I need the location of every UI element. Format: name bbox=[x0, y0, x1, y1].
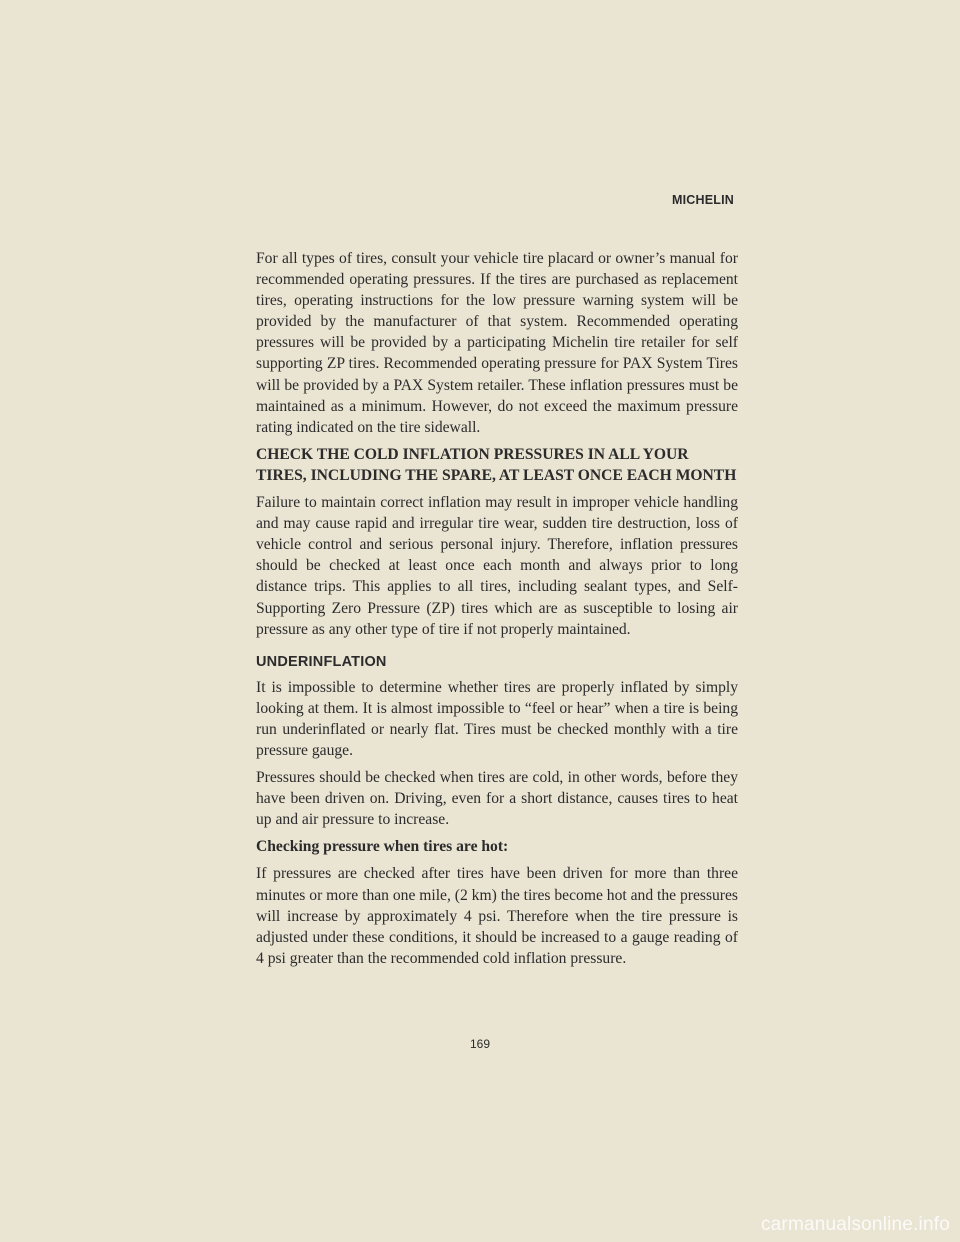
paragraph-impossible-to-determine: It is impossible to determine whether tires are properly inflated by simply looking at them. It is almost impossible to “feel or hear” when a tire is being run underinflated or nearly flat. Tires must be checked monthly with a tire pressure gauge. bbox=[256, 678, 738, 759]
bold-heading-checking-hot: Checking pressure when tires are hot: bbox=[256, 838, 509, 856]
paragraph-tire-placard: For all types of tires, consult your vehicle tire placard or owner’s manual for recommended operating pressures. If the tires are purchased as replacement tires, operating instructions for the low pressure warning system will be provided by the manufacturer of that system. Recommended operating pressures will be provided by a participating Michelin tire retailer for self supporting ZP tires. Recommended operating pressure for PAX System Tires will be provided by a PAX System retailer. These inflation pressures must be maintained as a minimum. However, do not exceed the maximum pressure rating indicated on the tire sidewall. bbox=[256, 250, 738, 436]
paragraph-failure-to-maintain: Failure to maintain correct inflation may result in improper vehicle handling and may cause rapid and irregular tire wear, sudden tire destruction, loss of vehicle control and serious personal injury. Therefore, inflation pressures should be checked at least once each month and always prior to long distance trips. This applies to all tires, including sealant types, and Self-Supporting Zero Pressure (ZP) tires which are as susceptible to losing air pressure as any other type of tire if not properly maintained. bbox=[256, 494, 738, 638]
page-number: 169 bbox=[469, 1037, 491, 1051]
watermark-link[interactable]: carmanualsonline.info bbox=[760, 1214, 950, 1235]
section-heading-underinflation: UNDERINFLATION bbox=[256, 653, 387, 670]
running-head: MICHELIN bbox=[671, 193, 734, 207]
paragraph-hot-tires: If pressures are checked after tires have been driven for more than three minutes or more than one mile, (2 km) the tires become hot and the pressures will increase by approximately 4 psi. Therefore when the tire pressure is adjusted under these conditions, it should be increased to a gauge reading of 4 psi greater than the recommended cold inflation pressure. bbox=[256, 865, 738, 967]
bold-heading-check-cold-pressures: CHECK THE COLD INFLATION PRESSURES IN ALL YOUR TIRES, INCLUDING THE SPARE, AT LEAST ONCE EACH MONTH bbox=[256, 445, 737, 484]
paragraph-check-when-cold: Pressures should be checked when tires are cold, in other words, before they have been driven on. Driving, even for a short distance, causes tires to heat up and air pressure to increase. bbox=[256, 769, 738, 829]
page-content bbox=[256, 248, 738, 975]
